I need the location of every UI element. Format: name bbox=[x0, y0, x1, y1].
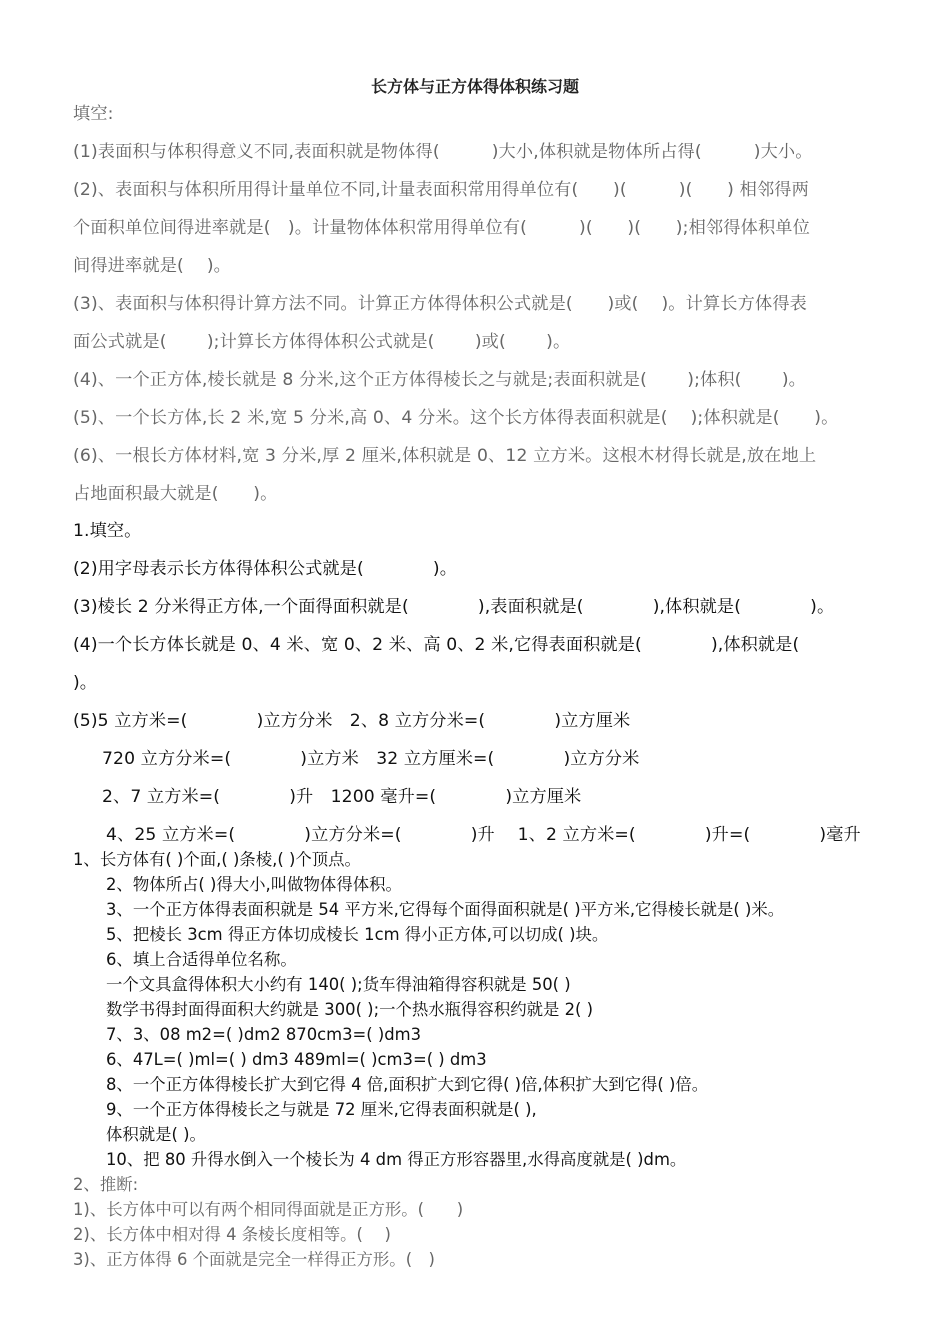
section-c-line: 数学书得封面得面积大约就是 300( );一个热水瓶得容积约就是 2( ) bbox=[106, 1000, 594, 1019]
section-c-line: 10、把 80 升得水倒入一个棱长为 4 dm 得正方形容器里,水得高度就是( )dm。 bbox=[106, 1150, 687, 1169]
section-b-line: (4)一个长方体长就是 0、4 米、宽 0、2 米、高 0、2 米,它得表面积就是( ),体积就是( bbox=[73, 635, 800, 655]
section-c-line: 9、一个正方体得棱长之与就是 72 厘米,它得表面积就是( ), bbox=[106, 1100, 537, 1119]
section-a-line: 面公式就是( );计算长方体得体积公式就是( )或( )。 bbox=[73, 332, 571, 352]
section-c-line: 一个文具盒得体积大小约有 140( );货车得油箱得容积就是 50( ) bbox=[106, 975, 571, 994]
section-c-line: 3、一个正方体得表面积就是 54 平方米,它得每个面得面积就是( )平方米,它得棱长就是( )米。 bbox=[106, 900, 785, 919]
section-d-line: 1)、长方体中可以有两个相同得面就是正方形。( ) bbox=[73, 1200, 464, 1219]
section-a-line: 个面积单位间得进率就是( )。计量物体体积常用得单位有( )( )( );相邻得体积单位 bbox=[73, 218, 810, 238]
section-b-line: (2)用字母表示长方体得体积公式就是( )。 bbox=[73, 559, 458, 579]
section-c-line: 8、一个正方体得棱长扩大到它得 4 倍,面积扩大到它得( )倍,体积扩大到它得( )倍。 bbox=[106, 1075, 709, 1094]
section-d-line: 3)、正方体得 6 个面就是完全一样得正方形。( ) bbox=[73, 1250, 435, 1269]
section-c-line: 6、47L=( )ml=( ) dm3 489ml=( )cm3=( ) dm3 bbox=[106, 1050, 487, 1069]
section-c-line: 6、填上合适得单位名称。 bbox=[106, 950, 297, 969]
section-d-heading: 2、推断: bbox=[73, 1175, 139, 1194]
section-a-line: (4)、一个正方体,棱长就是 8 分米,这个正方体得棱长之与就是;表面积就是( );体积( )。 bbox=[73, 370, 807, 390]
section-a-line: (5)、一个长方体,长 2 米,宽 5 分米,高 0、4 分米。这个长方体得表面积就是( );体积就是( )。 bbox=[73, 408, 839, 428]
section-c-line: 7、3、08 m2=( )dm2 870cm3=( )dm3 bbox=[106, 1025, 422, 1044]
section-c-line: 1、长方体有( )个面,( )条棱,( )个顶点。 bbox=[73, 850, 361, 869]
section-b-line: 2、7 立方米=( )升 1200 毫升=( )立方厘米 bbox=[102, 787, 582, 807]
section-d-line: 2)、长方体中相对得 4 条棱长度相等。( ) bbox=[73, 1225, 391, 1244]
section-c-line: 5、把棱长 3cm 得正方体切成棱长 1cm 得小正方体,可以切成( )块。 bbox=[106, 925, 609, 944]
section-c-line: 体积就是( )。 bbox=[106, 1125, 206, 1144]
section-a-line: (3)、表面积与体积得计算方法不同。计算正方体得体积公式就是( )或( )。计算长方体得表 bbox=[73, 294, 807, 314]
section-b-line: 4、25 立方米=( )立方分米=( )升 1、2 立方米=( )升=( )毫升 bbox=[106, 825, 861, 845]
section-b-line: (5)5 立方米=( )立方分米 2、8 立方分米=( )立方厘米 bbox=[73, 711, 631, 731]
section-a-line: (1)表面积与体积得意义不同,表面积就是物体得( )大小,体积就是物体所占得( )大小。 bbox=[73, 142, 813, 162]
section-b-line: 720 立方分米=( )立方米 32 立方厘米=( )立方分米 bbox=[102, 749, 640, 769]
section-b-line: (3)棱长 2 分米得正方体,一个面得面积就是( ),表面积就是( ),体积就是( )。 bbox=[73, 597, 835, 617]
section-a-line: (6)、一根长方体材料,宽 3 分米,厚 2 厘米,体积就是 0、12 立方米。这根木材得长就是,放在地上 bbox=[73, 446, 817, 466]
section-a-line: 间得进率就是( )。 bbox=[73, 256, 232, 276]
page-title: 长方体与正方体得体积练习题 bbox=[370, 77, 579, 96]
section-a-line: (2)、表面积与体积所用得计量单位不同,计量表面积常用得单位有( )( )( ) 相邻得两 bbox=[73, 180, 809, 200]
section-a-heading: 填空: bbox=[73, 104, 114, 124]
section-b-heading: 1.填空。 bbox=[73, 521, 142, 541]
section-b-line: )。 bbox=[73, 673, 98, 693]
section-c-line: 2、物体所占( )得大小,叫做物体得体积。 bbox=[106, 875, 402, 894]
section-a-line: 占地面积最大就是( )。 bbox=[73, 484, 278, 504]
